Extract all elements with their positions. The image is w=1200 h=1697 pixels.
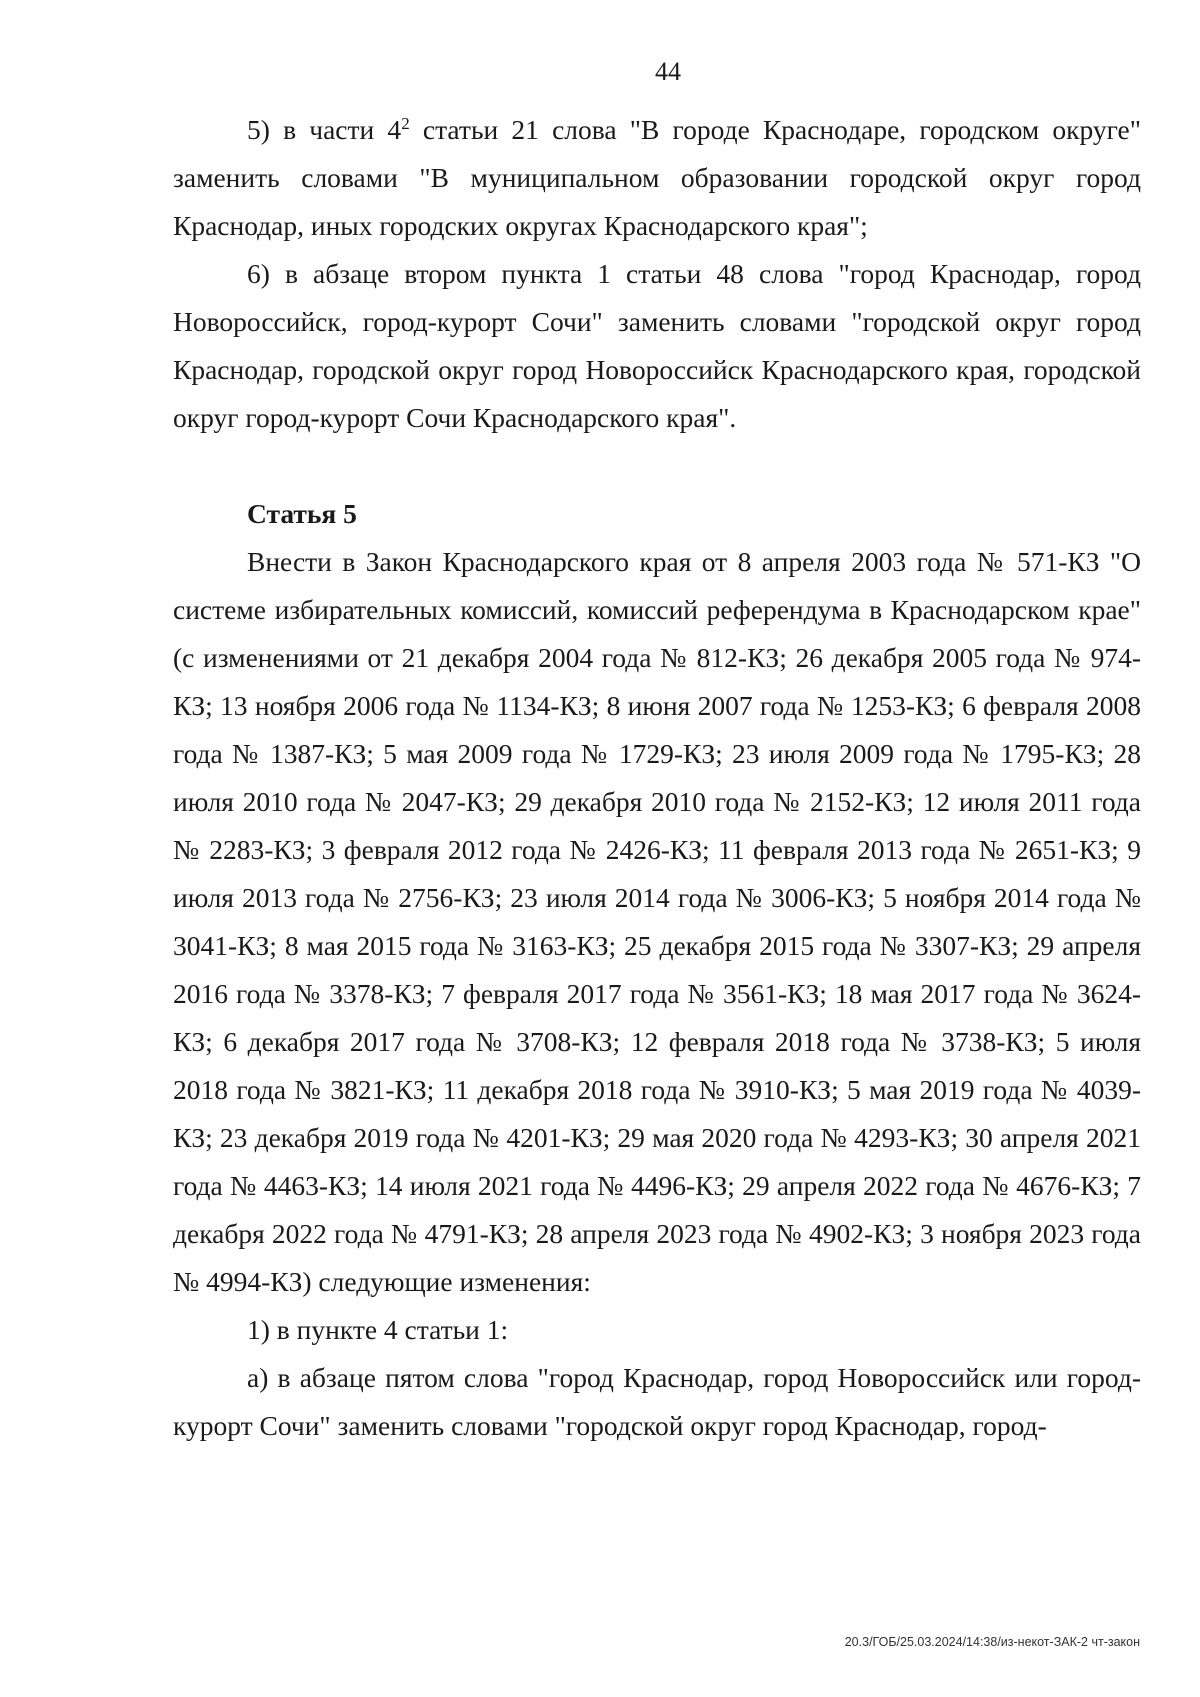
paragraph-subitem-a: а) в абзаце пятом слова "город Краснодар, город Новороссийск или город-курорт Сочи" заменить словами "городской округ город Краснодар, город- [173, 1362, 1141, 1441]
article-heading: Статья 5 [247, 498, 357, 529]
paragraph-item-1: 1) в пункте 4 статьи 1: [247, 1314, 509, 1345]
paragraph-item-6: 6) в абзаце втором пункта 1 статьи 48 слова "город Краснодар, город Новороссийск, город-курорт Сочи" заменить словами "городской округ город Краснодар, городской округ город Новороссийск Краснодарского края, городской округ город-курорт Сочи Краснодарского края". [173, 258, 1141, 433]
article-intro-paragraph: Внести в Закон Краснодарского края от 8 апреля 2003 года № 571-КЗ "О системе избирательных комиссий, комиссий референдума в Краснодарском крае" (с изменениями от 21 декабря 2004 года № 812-КЗ; 26 декабря 2005 года № 974-КЗ; 13 ноября 2006 года № 1134-КЗ; 8 июня 2007 года № 1253-КЗ; 6 февраля 2008 года № 1387-КЗ; 5 мая 2009 года № 1729-КЗ; 23 июля 2009 года № 1795-КЗ; 28 июля 2010 года № 2047-КЗ; 29 декабря 2010 года № 2152-КЗ; 12 июля 2011 года № 2283-КЗ; 3 февраля 2012 года № 2426-КЗ; 11 февраля 2013 года № 2651-КЗ; 9 июля 2013 года № 2756-КЗ; 23 июля 2014 года № 3006-КЗ; 5 ноября 2014 года № 3041-КЗ; 8 мая 2015 года № 3163-КЗ; 25 декабря 2015 года № 3307-КЗ; 29 апреля 2016 года № 3378-КЗ; 7 февраля 2017 года № 3561-КЗ; 18 мая 2017 года № 3624-КЗ; 6 декабря 2017 года № 3708-КЗ; 12 февраля 2018 года № 3738-КЗ; 5 июля 2018 года № 3821-КЗ; 11 декабря 2018 года № 3910-КЗ; 5 мая 2019 года № 4039-КЗ; 23 декабря 2019 года № 4201-КЗ; 29 мая 2020 года № 4293-КЗ; 30 апреля 2021 года № 4463-КЗ; 14 июля 2021 года № 4496-КЗ; 29 апреля 2022 года № 4676-КЗ; 7 декабря 2022 года № 4791-КЗ; 28 апреля 2023 года № 4902-КЗ; 3 ноября 2023 года № 4994-КЗ) следующие изменения: [173, 546, 1141, 1297]
superscript: 2 [401, 113, 410, 133]
page-number: 44 [655, 57, 681, 86]
document-footer-code: 20.3/ГОБ/25.03.2024/14:38/из-некот-ЗАК-2 чт-закон [844, 1635, 1140, 1649]
document-body [173, 106, 1141, 1450]
paragraph-item-5: 5) в части $4^2$ статьи 21 слова "В городе Краснодаре, городском округе" заменить словами "В муниципальном образовании городской округ город Краснодар, иных городских округах Краснодарского края"; [173, 113, 1141, 241]
